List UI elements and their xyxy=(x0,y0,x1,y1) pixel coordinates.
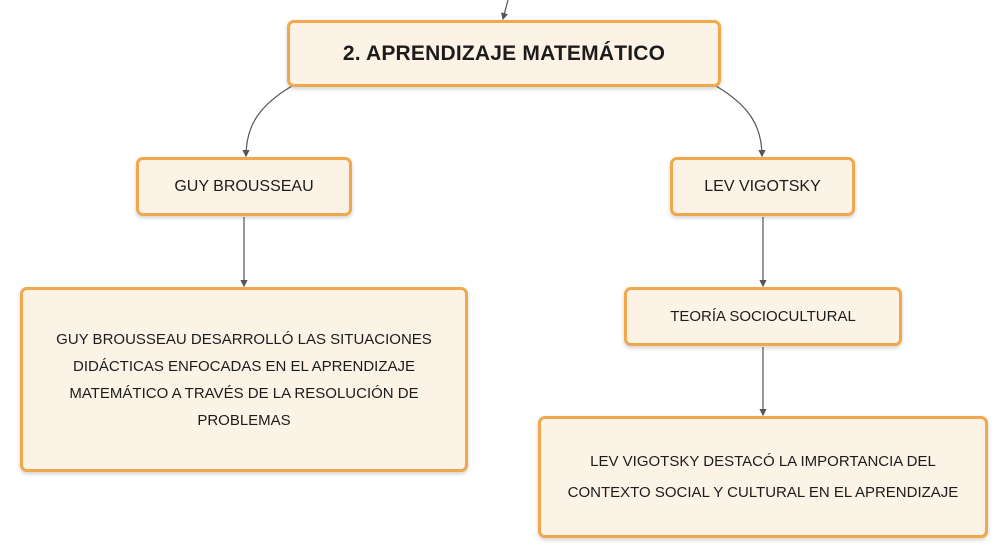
guy-brousseau-description-node[interactable] xyxy=(20,287,468,472)
lev-vigotsky-description-text: LEV VIGOTSKY DESTACÓ LA IMPORTANCIA DEL CONTEXTO SOCIAL Y CULTURAL EN EL APRENDIZAJE xyxy=(567,453,959,501)
incoming-connector xyxy=(503,0,508,19)
root-node[interactable] xyxy=(287,20,721,87)
guy-brousseau-node[interactable] xyxy=(136,157,352,216)
connector-root-to-lev-vigotsky xyxy=(716,86,762,156)
guy-brousseau-description-text: GUY BROUSSEAU DESARROLLÓ LAS SITUACIONES DIDÁCTICAS ENFOCADAS EN EL APRENDIZAJE MATEMÁTICO A TRAVÉS DE LA RESOLUCIÓN DE PROBLEMAS xyxy=(56,330,432,429)
lev-vigotsky-label: LEV VIGOTSKY xyxy=(704,177,821,195)
teoria-sociocultural-label: TEORÍA SOCIOCULTURAL xyxy=(670,308,856,325)
guy-brousseau-label: GUY BROUSSEAU xyxy=(174,177,314,195)
connector-root-to-guy-brousseau xyxy=(246,86,292,156)
root-node-label: 2. APRENDIZAJE MATEMÁTICO xyxy=(342,41,666,65)
lev-vigotsky-description-node[interactable] xyxy=(538,416,988,538)
lev-vigotsky-node[interactable] xyxy=(670,157,855,216)
teoria-sociocultural-node[interactable] xyxy=(624,287,902,346)
